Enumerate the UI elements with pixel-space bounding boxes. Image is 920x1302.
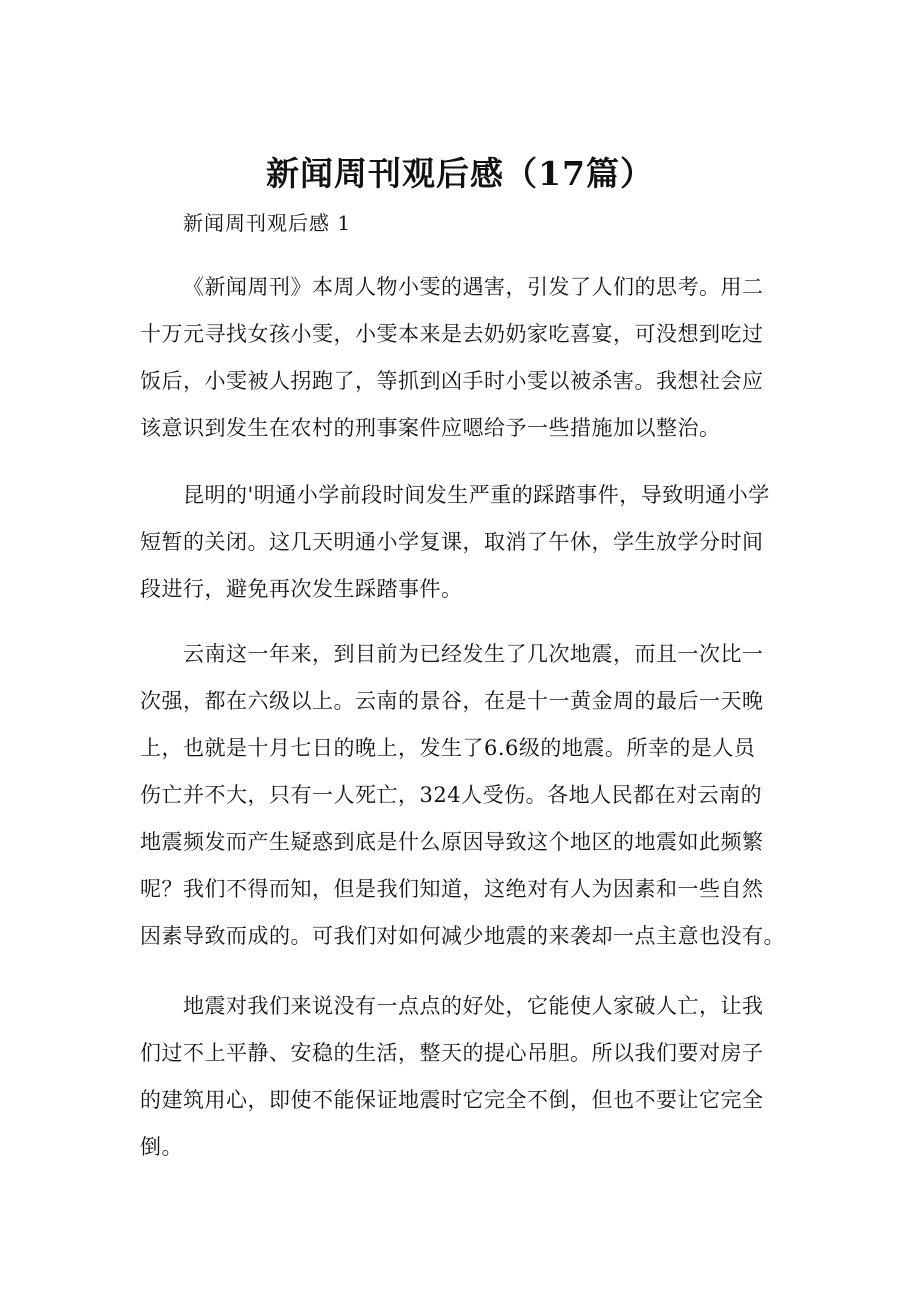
paragraph-4	[140, 983, 764, 1171]
paragraph-line: 呢？我们不得而知，但是我们知道，这绝对有人为因素和一些自然	[140, 877, 764, 901]
paragraph-line: 昆明的'明通小学前段时间发生严重的踩踏事件，导致明通小学	[183, 483, 770, 507]
paragraph-line: 倒。	[140, 1135, 183, 1159]
paragraph-3	[140, 631, 785, 960]
paragraph-line: 该意识到发生在农村的刑事案件应嗯给予一些措施加以整治。	[140, 416, 721, 440]
paragraph-line: 的建筑用心，即使不能保证地震时它完全不倒，但也不要让它完全	[140, 1088, 764, 1112]
paragraph-line: 短暂的关闭。这几天明通小学复课，取消了午休，学生放学分时间	[140, 530, 764, 554]
paragraph-line: 们过不上平静、安稳的生活，整天的提心吊胆。所以我们要对房子	[140, 1041, 764, 1065]
paragraph-line: 云南这一年来，到目前为已经发生了几次地震，而且一次比一	[183, 642, 764, 666]
paragraph-1	[140, 264, 764, 452]
paragraph-line: 段进行，避免再次发生踩踏事件。	[140, 577, 463, 601]
paragraph-line: 因素导致而成的。可我们对如何减少地震的来袭却一点主意也没有。	[140, 924, 785, 948]
paragraph-line: 《新闻周刊》本周人物小雯的遇害，引发了人们的思考。用二	[183, 275, 764, 299]
paragraph-2	[140, 472, 770, 613]
document-subtitle: 新闻周刊观后感 1	[183, 211, 352, 235]
paragraph-line: 次强，都在六级以上。云南的景谷，在是十一黄金周的最后一天晚	[140, 689, 764, 713]
paragraph-line: 地震对我们来说没有一点点的好处，它能使人家破人亡，让我	[183, 994, 764, 1018]
paragraph-line: 地震频发而产生疑惑到底是什么原因导致这个地区的地震如此频繁	[140, 830, 764, 854]
document-title: 新闻周刊观后感（17篇）	[266, 154, 654, 193]
paragraph-line: 伤亡并不大，只有一人死亡，324人受伤。各地人民都在对云南的	[140, 783, 763, 807]
paragraph-line: 十万元寻找女孩小雯，小雯本来是去奶奶家吃喜宴，可没想到吃过	[140, 322, 764, 346]
paragraph-line: 饭后，小雯被人拐跑了，等抓到凶手时小雯以被杀害。我想社会应	[140, 369, 764, 393]
paragraph-line: 上，也就是十月七日的晚上，发生了6.6级的地震。所幸的是人员	[140, 736, 756, 760]
